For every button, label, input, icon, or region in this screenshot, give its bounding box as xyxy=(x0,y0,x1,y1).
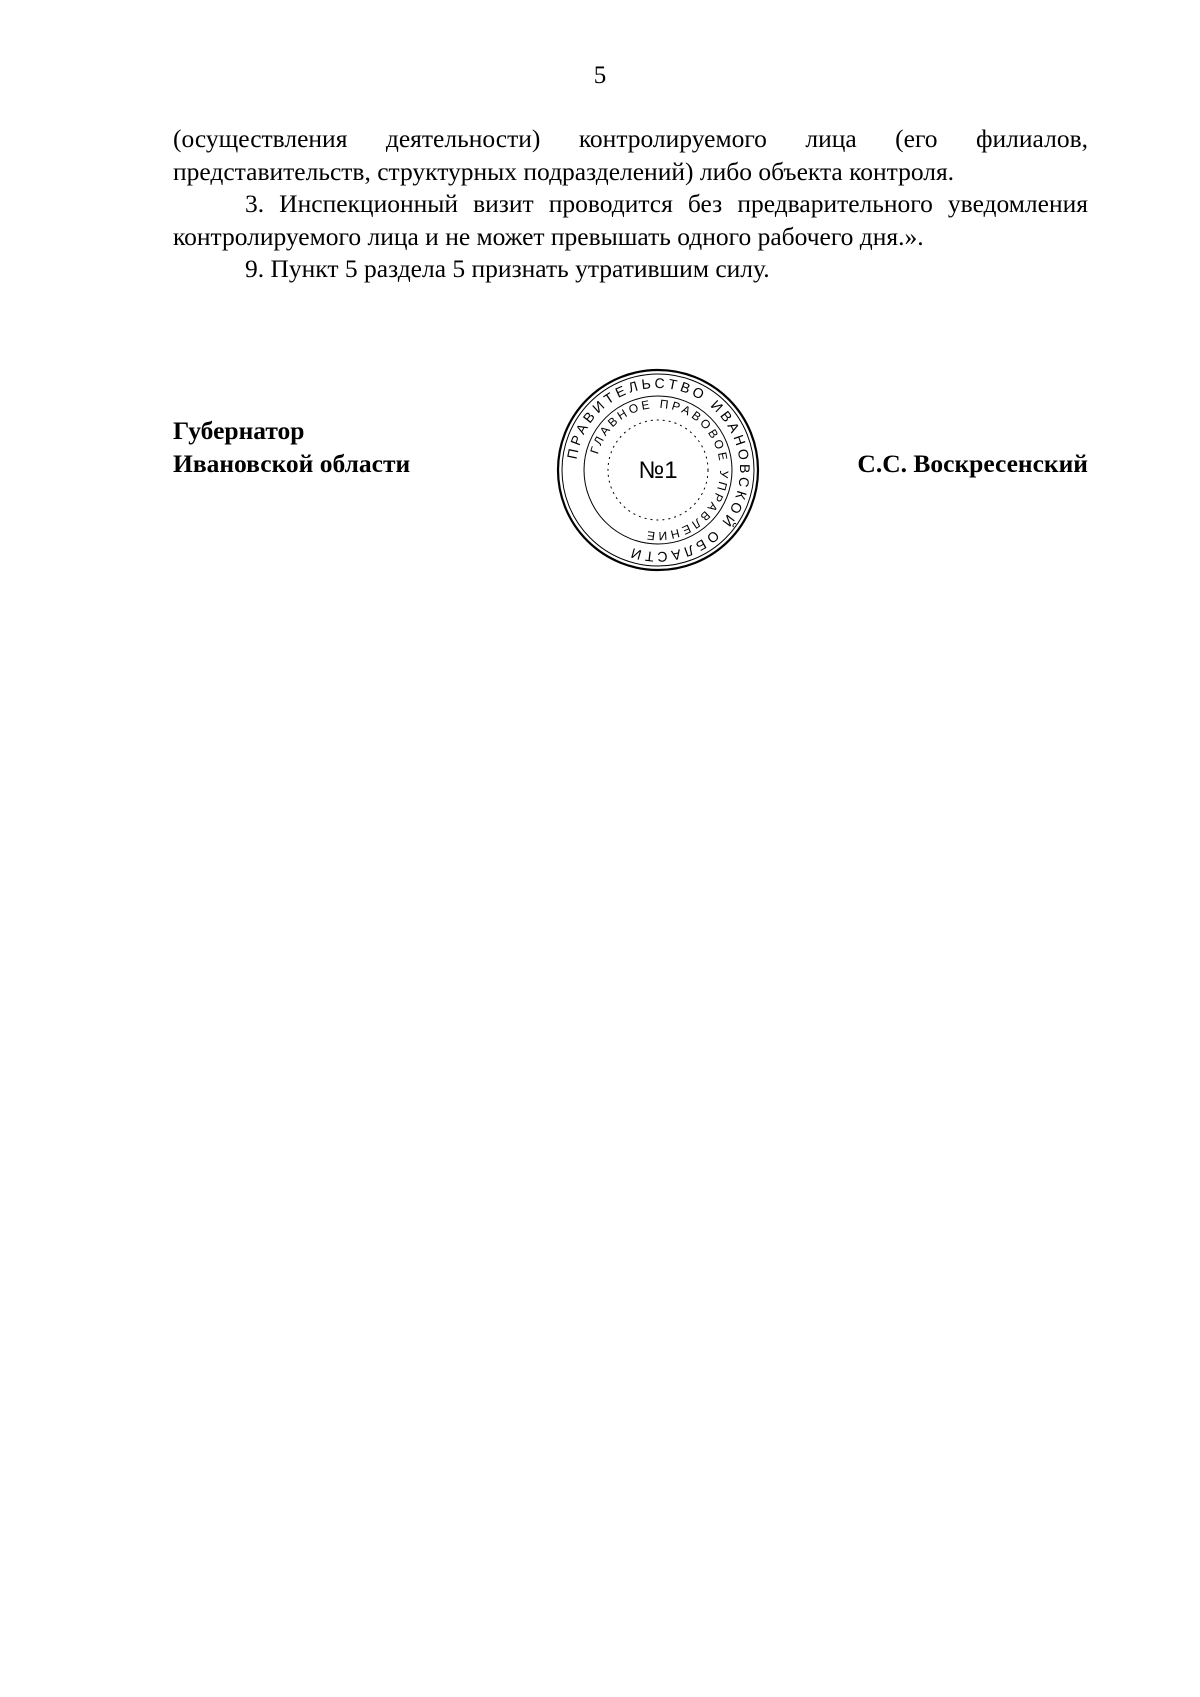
paragraph-continuation: (осуществления деятельности) контролируемого лица (его филиалов, представительств, структурных подразделений) либо объекта контроля. xyxy=(173,124,1088,186)
official-seal xyxy=(553,365,763,575)
signatory-position-line2: Ивановской области xyxy=(173,448,411,478)
seal-inner-text: ГЛАВНОЕ ПРАВОВОЕ УПРАВЛЕНИЕ xyxy=(587,396,732,544)
paragraph-item-3: 3. Инспекционный визит проводится без предварительного уведомления контролируемого лица и не может превышать одного рабочего дня.». xyxy=(173,189,1088,251)
signatory-position xyxy=(173,415,410,480)
signatory-name: С.С. Воскресенский xyxy=(857,448,1088,478)
paragraph-item-9: 9. Пункт 5 раздела 5 признать утратившим силу. xyxy=(245,254,770,283)
page-number: 5 xyxy=(593,62,607,89)
seal-center-text: №1 xyxy=(638,457,678,484)
seal-stamp-icon xyxy=(553,365,763,575)
signatory-position-line1: Губернатор xyxy=(173,416,305,445)
seal-outer-text: ПРАВИТЕЛЬСТВО ИВАНОВСКОЙ ОБЛАСТИ xyxy=(563,374,754,566)
document-body xyxy=(173,123,1088,286)
